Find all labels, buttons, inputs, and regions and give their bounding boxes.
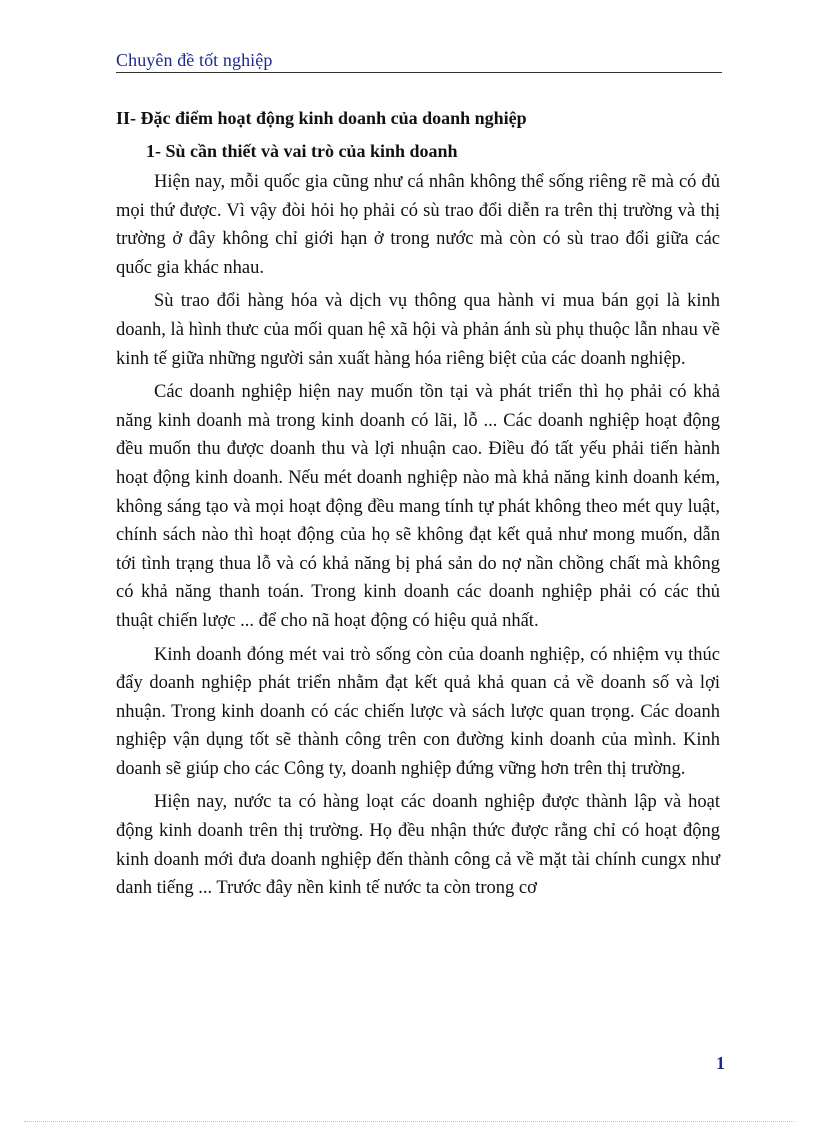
paragraph: Hiện nay, mỗi quốc gia cũng như cá nhân không thể sống riêng rẽ mà có đủ mọi thứ được. Vì vậy đòi hỏi họ phải có sù trao đổi diễn ra trên thị trường và thị trường ở đây không chỉ giới hạn ở trong nước mà còn có sù trao đổi giữa các quốc gia khác nhau.	[116, 172, 720, 278]
paragraph: Kinh doanh đóng mét vai trò sống còn của doanh nghiệp, có nhiệm vụ thúc đẩy doanh nghiệp phát triển nhằm đạt kết quả khả quan cả về doanh số và lợi nhuận. Trong kinh doanh có các chiến lược và sách lược quan trọng. Các doanh nghiệp vận dụng tốt sẽ thành công trên con đường kinh doanh của mình. Kinh doanh sẽ giúp cho các Công ty, doanh nghiệp đứng vững hơn trên thị trường.	[116, 644, 720, 779]
page-bottom-divider	[24, 1121, 794, 1122]
header-title: Chuyên đề tốt nghiệp	[116, 50, 273, 70]
section-heading: II- Đặc điểm hoạt động kinh doanh của doanh nghiệp	[116, 108, 527, 128]
paragraph: Hiện nay, nước ta có hàng loạt các doanh nghiệp được thành lập và hoạt động kinh doanh trên thị trường. Họ đều nhận thức được rằng chỉ có hoạt động kinh doanh mới đưa doanh nghiệp đến thành công cả về mặt tài chính cungx như danh tiếng ... Trước đây nền kinh tế nước ta còn trong cơ	[116, 792, 720, 899]
subsection-heading: 1- Sù cần thiết và vai trò của kinh doanh	[146, 141, 458, 161]
page-body	[116, 104, 720, 908]
page-number: 1	[716, 1053, 725, 1073]
page-header	[116, 48, 722, 73]
paragraph: Các doanh nghiệp hiện nay muốn tồn tại và phát triển thì họ phải có khả năng kinh doanh mà trong kinh doanh có lãi, lỗ ... Các doanh nghiệp hoạt động đều muốn thu được doanh thu và lợi nhuận cao. Điều đó tất yếu phải tiến hành hoạt động kinh doanh. Nếu mét doanh nghiệp nào mà khả năng kinh doanh kém, không sáng tạo và mọi hoạt động đều mang tính tự phát không theo mét quy luật, chính sách nào thì hoạt động của họ sẽ không đạt kết quả như mong muốn, dẫn tới tình trạng thua lỗ và có khả năng bị phá sản do nợ nần chồng chất mà không có khả năng thanh toán. Trong kinh doanh các doanh nghiệp phải có các thủ thuật chiến lược ... để cho nã hoạt động có hiệu quả nhất.	[116, 382, 720, 631]
paragraph: Sù trao đổi hàng hóa và dịch vụ thông qua hành vi mua bán gọi là kinh doanh, là hình thưc của mối quan hệ xã hội và phản ánh sù phụ thuộc lẫn nhau về kinh tế giữa những người sản xuất hàng hóa riêng biệt của các doanh nghiệp.	[116, 291, 720, 369]
